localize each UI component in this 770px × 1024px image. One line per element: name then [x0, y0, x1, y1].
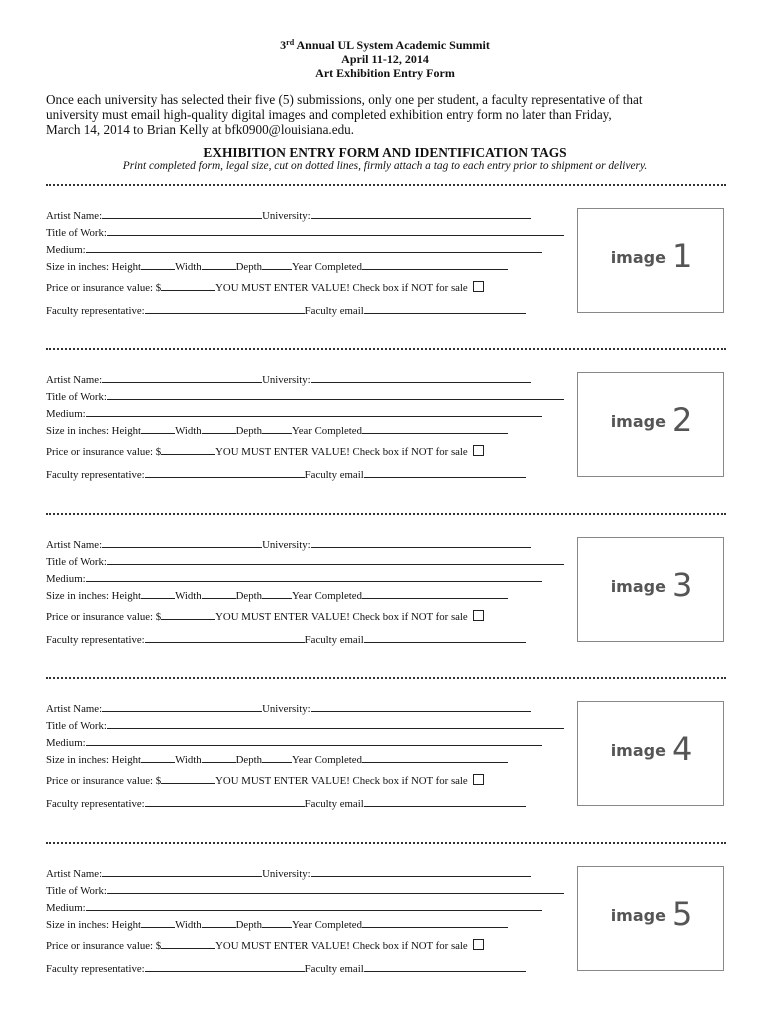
title-row [46, 389, 564, 403]
image-caption [578, 237, 725, 275]
image-number: 5 [671, 895, 693, 933]
cut-line [46, 842, 726, 844]
artist-row [46, 372, 531, 386]
medium-label: Medium: [46, 737, 86, 749]
artist-name-field[interactable] [102, 701, 262, 712]
image-placeholder [577, 208, 724, 313]
price-field[interactable] [161, 609, 215, 620]
medium-row [46, 900, 542, 914]
medium-field[interactable] [86, 571, 542, 582]
section-subtitle: Print completed form, legal size, cut on dotted lines, firmly attach a tag to each entry prior to shipment or delivery. [122, 160, 648, 172]
faculty-rep-label: Faculty representative: [46, 634, 145, 646]
year-completed-label: Year Completed [292, 919, 362, 931]
university-field[interactable] [311, 701, 531, 712]
faculty-email-label: Faculty email [304, 634, 364, 646]
year-completed-label: Year Completed [292, 754, 362, 766]
depth-label: Depth [235, 261, 263, 273]
must-enter-notice: YOU MUST ENTER VALUE! Check box if NOT for sale [215, 446, 468, 458]
faculty-email-label: Faculty email [304, 469, 364, 481]
intro-paragraph [46, 92, 736, 137]
medium-label: Medium: [46, 408, 86, 420]
faculty-rep-field[interactable] [145, 303, 305, 314]
price-row [46, 444, 484, 458]
height-label: Size in inches: Height [46, 919, 142, 931]
summit-dates: April 11-12, 2014 [341, 52, 429, 66]
faculty-email-label: Faculty email [304, 798, 364, 810]
medium-label: Medium: [46, 244, 86, 256]
image-number: 1 [671, 237, 693, 275]
height-label: Size in inches: Height [46, 754, 142, 766]
not-for-sale-checkbox[interactable] [473, 281, 484, 292]
year-completed-label: Year Completed [292, 425, 362, 437]
image-caption [578, 895, 725, 933]
artist-name-field[interactable] [102, 208, 262, 219]
size-row [46, 588, 508, 602]
faculty-row [46, 632, 526, 646]
summit-ordinal-suffix: rd [286, 38, 295, 47]
height-field[interactable] [141, 588, 175, 599]
width-label: Width [175, 919, 202, 931]
faculty-rep-field[interactable] [145, 632, 305, 643]
summit-ordinal: 3 [280, 38, 287, 52]
medium-field[interactable] [86, 406, 542, 417]
title-of-work-field[interactable] [107, 883, 564, 894]
width-field[interactable] [202, 588, 236, 599]
must-enter-notice: YOU MUST ENTER VALUE! Check box if NOT for sale [215, 282, 468, 294]
price-field[interactable] [161, 773, 215, 784]
university-label: University: [262, 210, 311, 222]
artist-name-field[interactable] [102, 866, 262, 877]
intro-line: university must email high-quality digital images and completed exhibition entry form no later than Friday, [46, 107, 612, 122]
artist-name-field[interactable] [102, 372, 262, 383]
image-caption [578, 730, 725, 768]
depth-label: Depth [235, 754, 263, 766]
year-completed-label: Year Completed [292, 261, 362, 273]
faculty-email-field[interactable] [364, 467, 526, 478]
artist-name-label: Artist Name: [46, 374, 103, 386]
depth-label: Depth [235, 590, 263, 602]
faculty-rep-label: Faculty representative: [46, 469, 145, 481]
size-row [46, 259, 508, 273]
depth-field[interactable] [262, 259, 292, 270]
image-placeholder [577, 372, 724, 477]
size-row [46, 917, 508, 931]
university-field[interactable] [311, 208, 531, 219]
price-field[interactable] [161, 444, 215, 455]
artist-name-label: Artist Name: [46, 868, 103, 880]
price-label: Price or insurance value: $ [46, 282, 162, 294]
height-label: Size in inches: Height [46, 590, 142, 602]
faculty-rep-label: Faculty representative: [46, 798, 145, 810]
title-of-work-label: Title of Work: [46, 391, 107, 403]
image-caption [578, 566, 725, 604]
artist-row [46, 866, 531, 880]
year-completed-field[interactable] [362, 423, 508, 434]
title-row [46, 718, 564, 732]
price-label: Price or insurance value: $ [46, 940, 162, 952]
cut-line [46, 677, 726, 679]
must-enter-notice: YOU MUST ENTER VALUE! Check box if NOT for sale [215, 940, 468, 952]
medium-label: Medium: [46, 902, 86, 914]
title-of-work-label: Title of Work: [46, 556, 107, 568]
price-label: Price or insurance value: $ [46, 775, 162, 787]
university-field[interactable] [311, 537, 531, 548]
image-word: image [610, 577, 666, 596]
medium-field[interactable] [86, 242, 542, 253]
title-row [46, 554, 564, 568]
width-label: Width [175, 754, 202, 766]
faculty-email-field[interactable] [364, 796, 526, 807]
university-field[interactable] [311, 372, 531, 383]
artist-name-label: Artist Name: [46, 539, 103, 551]
cut-line [46, 348, 726, 350]
image-word: image [610, 741, 666, 760]
faculty-email-label: Faculty email [304, 305, 364, 317]
faculty-rep-label: Faculty representative: [46, 963, 145, 975]
title-row [46, 225, 564, 239]
faculty-email-field[interactable] [364, 632, 526, 643]
university-label: University: [262, 374, 311, 386]
title-row [46, 883, 564, 897]
not-for-sale-checkbox[interactable] [473, 774, 484, 785]
form-title: Art Exhibition Entry Form [315, 66, 455, 80]
depth-field[interactable] [262, 588, 292, 599]
year-completed-field[interactable] [362, 588, 508, 599]
height-field[interactable] [141, 917, 175, 928]
title-of-work-label: Title of Work: [46, 885, 107, 897]
depth-label: Depth [235, 425, 263, 437]
year-completed-label: Year Completed [292, 590, 362, 602]
width-field[interactable] [202, 917, 236, 928]
not-for-sale-checkbox[interactable] [473, 610, 484, 621]
faculty-rep-label: Faculty representative: [46, 305, 145, 317]
must-enter-notice: YOU MUST ENTER VALUE! Check box if NOT for sale [215, 775, 468, 787]
price-row [46, 609, 484, 623]
faculty-row [46, 961, 526, 975]
artist-row [46, 208, 531, 222]
height-label: Size in inches: Height [46, 261, 142, 273]
image-placeholder [577, 701, 724, 806]
faculty-rep-field[interactable] [145, 961, 305, 972]
price-label: Price or insurance value: $ [46, 611, 162, 623]
intro-line: Once each university has selected their five (5) submissions, only one per student, a faculty representative of that [46, 92, 643, 107]
medium-row [46, 735, 542, 749]
faculty-rep-field[interactable] [145, 796, 305, 807]
price-field[interactable] [161, 938, 215, 949]
price-label: Price or insurance value: $ [46, 446, 162, 458]
size-row [46, 752, 508, 766]
price-row [46, 280, 484, 294]
image-number: 2 [671, 401, 693, 439]
width-field[interactable] [202, 259, 236, 270]
width-label: Width [175, 590, 202, 602]
title-of-work-label: Title of Work: [46, 227, 107, 239]
year-completed-field[interactable] [362, 752, 508, 763]
image-word: image [610, 412, 666, 431]
year-completed-field[interactable] [362, 259, 508, 270]
width-field[interactable] [202, 752, 236, 763]
image-caption [578, 401, 725, 439]
title-of-work-field[interactable] [107, 718, 564, 729]
medium-row [46, 406, 542, 420]
artist-name-label: Artist Name: [46, 703, 103, 715]
faculty-email-field[interactable] [364, 303, 526, 314]
medium-label: Medium: [46, 573, 86, 585]
image-number: 4 [671, 730, 693, 768]
height-field[interactable] [141, 423, 175, 434]
title-of-work-field[interactable] [107, 389, 564, 400]
depth-field[interactable] [262, 752, 292, 763]
university-label: University: [262, 868, 311, 880]
width-field[interactable] [202, 423, 236, 434]
title-of-work-label: Title of Work: [46, 720, 107, 732]
faculty-email-label: Faculty email [304, 963, 364, 975]
intro-line: March 14, 2014 to Brian Kelly at bfk0900@louisiana.edu. [46, 122, 355, 137]
price-row [46, 773, 484, 787]
year-completed-field[interactable] [362, 917, 508, 928]
university-field[interactable] [311, 866, 531, 877]
image-placeholder [577, 866, 724, 971]
medium-field[interactable] [86, 735, 542, 746]
must-enter-notice: YOU MUST ENTER VALUE! Check box if NOT for sale [215, 611, 468, 623]
price-field[interactable] [161, 280, 215, 291]
image-word: image [610, 906, 666, 925]
depth-field[interactable] [262, 423, 292, 434]
faculty-row [46, 303, 526, 317]
faculty-email-field[interactable] [364, 961, 526, 972]
medium-row [46, 571, 542, 585]
not-for-sale-checkbox[interactable] [473, 445, 484, 456]
artist-row [46, 537, 531, 551]
price-row [46, 938, 484, 952]
image-placeholder [577, 537, 724, 642]
cut-line [46, 184, 726, 186]
height-field[interactable] [141, 752, 175, 763]
faculty-rep-field[interactable] [145, 467, 305, 478]
title-of-work-field[interactable] [107, 554, 564, 565]
medium-field[interactable] [86, 900, 542, 911]
height-field[interactable] [141, 259, 175, 270]
summit-title [0, 38, 770, 53]
section-title: EXHIBITION ENTRY FORM AND IDENTIFICATION TAGS [203, 145, 567, 160]
artist-row [46, 701, 531, 715]
width-label: Width [175, 425, 202, 437]
faculty-row [46, 796, 526, 810]
university-label: University: [262, 539, 311, 551]
university-label: University: [262, 703, 311, 715]
depth-field[interactable] [262, 917, 292, 928]
image-word: image [610, 248, 666, 267]
medium-row [46, 242, 542, 256]
summit-name: Annual UL System Academic Summit [294, 38, 490, 52]
title-of-work-field[interactable] [107, 225, 564, 236]
size-row [46, 423, 508, 437]
cut-line [46, 513, 726, 515]
artist-name-field[interactable] [102, 537, 262, 548]
height-label: Size in inches: Height [46, 425, 142, 437]
image-number: 3 [671, 566, 693, 604]
not-for-sale-checkbox[interactable] [473, 939, 484, 950]
faculty-row [46, 467, 526, 481]
depth-label: Depth [235, 919, 263, 931]
width-label: Width [175, 261, 202, 273]
artist-name-label: Artist Name: [46, 210, 103, 222]
